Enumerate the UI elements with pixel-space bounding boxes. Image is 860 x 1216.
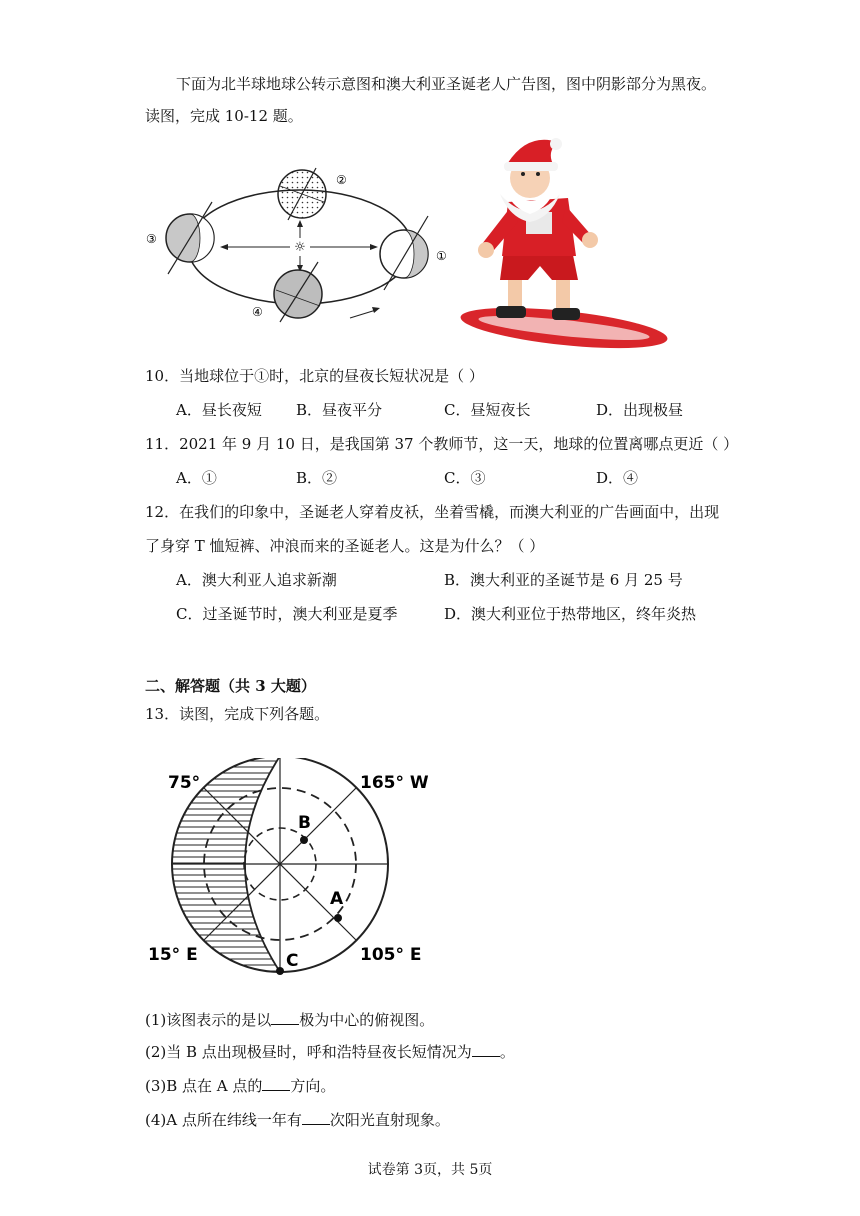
earth-position-3 — [166, 202, 214, 274]
q13-sub-4-text-b: 次阳光直射现象。 — [329, 1111, 450, 1129]
q11-stem: 11．2021 年 9 月 10 日，是我国第 37 个教师节，这一天，地球的位置离哪点更近（ ） — [145, 435, 739, 453]
point-c-label: C — [286, 951, 299, 971]
q13-sub-3 — [145, 1076, 335, 1096]
q10-option-a[interactable]: A．昼长夜短 — [176, 401, 262, 419]
answer-blank-1[interactable] — [271, 1010, 299, 1025]
point-a-label: A — [330, 889, 344, 909]
label-position-4: ④ — [252, 305, 263, 319]
polar-view-diagram — [140, 758, 440, 978]
q12-stem-line-2: 了身穿 T 恤短裤、冲浪而来的圣诞老人。这是为什么？（ ） — [145, 537, 545, 555]
q11-option-b[interactable]: B．② — [296, 469, 338, 487]
q13-sub-4 — [145, 1110, 450, 1130]
santa-surfing-image — [460, 132, 672, 358]
page-footer: 试卷第 3页，共 5页 — [367, 1162, 493, 1178]
q13-sub-1-text-a: (1)该图表示的是以 — [145, 1011, 272, 1029]
q13-sub-1-text-b: 极为中心的俯视图。 — [299, 1011, 435, 1029]
label-165w: 165° W — [360, 773, 429, 793]
q13-sub-2-text-b: 。 — [499, 1043, 515, 1061]
intro-line-1: 下面为北半球地球公转示意图和澳大利亚圣诞老人广告图，图中阴影部分为黑夜。 — [176, 75, 717, 93]
q10-stem: 10．当地球位于①时，北京的昼夜长短状况是（ ） — [145, 367, 484, 385]
q13-sub-2 — [145, 1042, 515, 1062]
q10-option-c[interactable]: C．昼短夜长 — [444, 401, 531, 419]
q13-sub-1 — [145, 1010, 434, 1030]
sun-icon: ☼ — [294, 240, 306, 255]
section-2-title: 二、解答题（共 3 大题） — [145, 677, 316, 695]
q12-option-b[interactable]: B．澳大利亚的圣诞节是 6 月 25 号 — [444, 571, 683, 589]
q12-option-c[interactable]: C．过圣诞节时，澳大利亚是夏季 — [176, 605, 398, 623]
q10-option-b[interactable]: B．昼夜平分 — [296, 401, 383, 419]
q13-sub-2-text-a: (2)当 B 点出现极昼时，呼和浩特昼夜长短情况为 — [145, 1043, 472, 1061]
q13-sub-3-text-a: (3)B 点在 A 点的 — [145, 1077, 263, 1095]
label-position-2: ② — [336, 173, 347, 187]
answer-blank-4[interactable] — [302, 1110, 330, 1125]
q11-option-a[interactable]: A．① — [176, 469, 217, 487]
q11-option-d[interactable]: D．④ — [596, 469, 639, 487]
earth-position-1 — [380, 216, 428, 290]
label-position-3: ③ — [146, 232, 157, 246]
answer-blank-2[interactable] — [472, 1042, 500, 1057]
earth-position-4 — [274, 262, 322, 322]
label-15e: 15° E — [148, 945, 198, 965]
label-75: 75° — [168, 773, 201, 793]
answer-blank-3[interactable] — [262, 1076, 290, 1091]
q12-option-d[interactable]: D．澳大利亚位于热带地区，终年炎热 — [444, 605, 697, 623]
intro-line-2: 读图，完成 10-12 题。 — [145, 107, 303, 125]
q13-sub-4-text-a: (4)A 点所在纬线一年有 — [145, 1111, 302, 1129]
label-position-1: ① — [436, 249, 447, 263]
earth-orbit-diagram — [140, 150, 460, 330]
label-105e: 105° E — [360, 945, 422, 965]
q10-option-d[interactable]: D．出现极昼 — [596, 401, 684, 419]
q12-stem-line-1: 12．在我们的印象中，圣诞老人穿着皮袄，坐着雪橇，而澳大利亚的广告画面中，出现 — [145, 503, 720, 521]
q12-option-a[interactable]: A．澳大利亚人追求新潮 — [176, 571, 337, 589]
q11-option-c[interactable]: C．③ — [444, 469, 486, 487]
earth-position-2 — [278, 168, 326, 220]
q13-sub-3-text-b: 方向。 — [290, 1077, 336, 1095]
q13-stem: 13．读图，完成下列各题。 — [145, 705, 330, 723]
point-b-label: B — [298, 813, 311, 833]
